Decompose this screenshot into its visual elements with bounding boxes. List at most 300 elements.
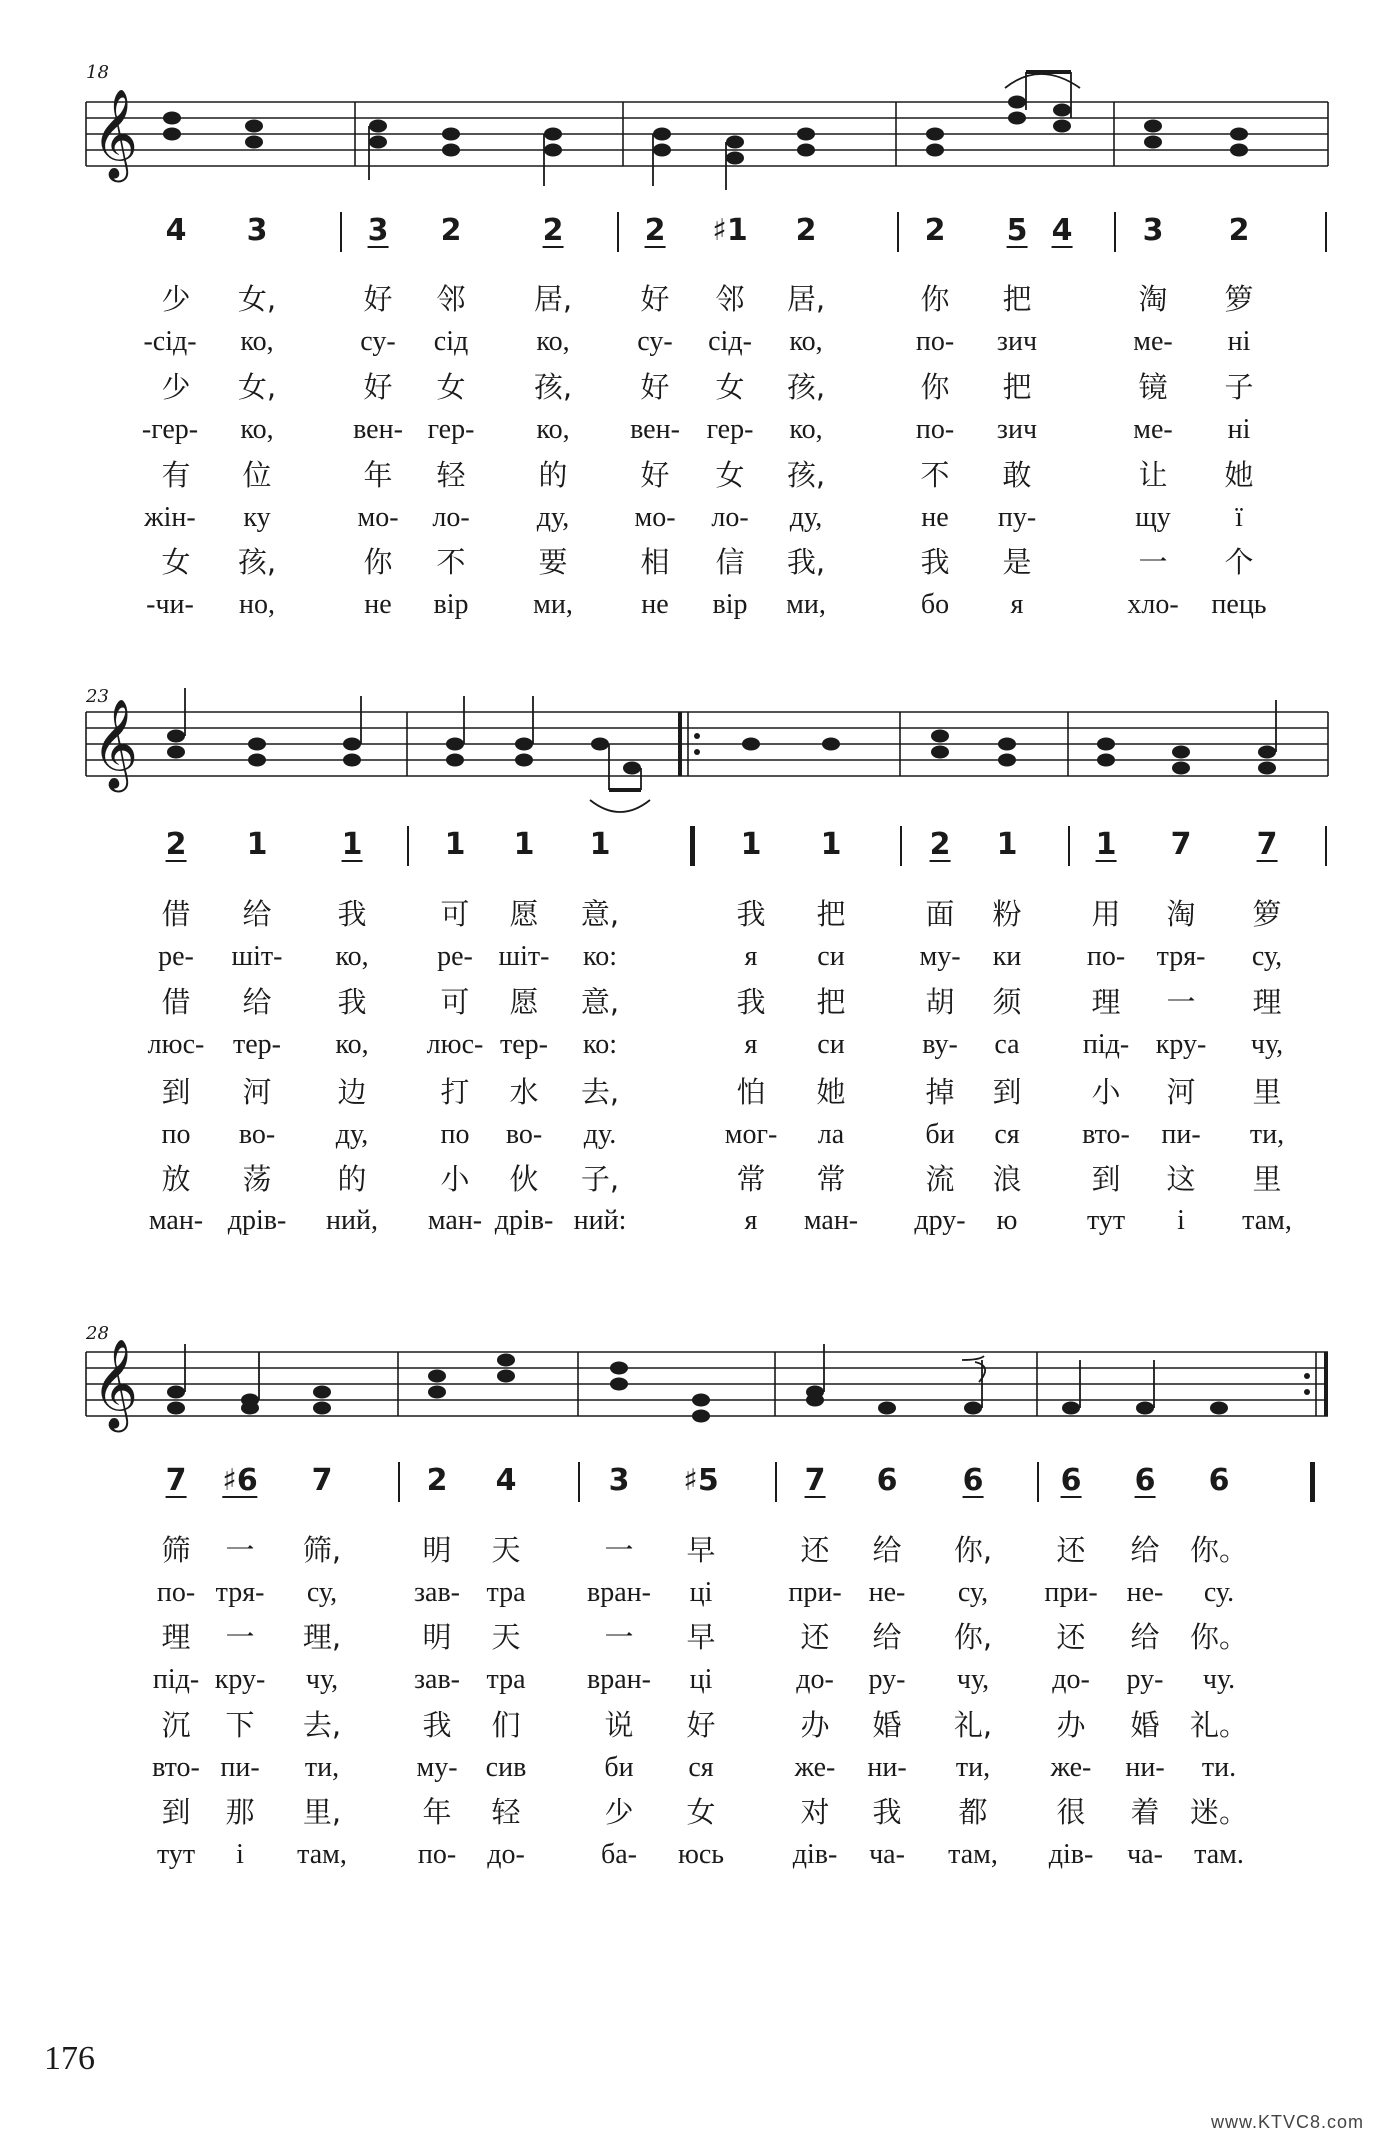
lyric-syllable: 一 <box>604 1533 634 1567</box>
lyric-syllable: 淘 <box>1166 897 1196 931</box>
lyric-syllable: 邻 <box>436 282 466 316</box>
lyric-syllable: 你 <box>920 282 950 316</box>
lyric-syllable: ї <box>1235 502 1243 533</box>
lyric-syllable: 不 <box>920 458 950 492</box>
lyric-syllable: 子 <box>1224 370 1254 404</box>
lyric-syllable: 给 <box>872 1620 902 1654</box>
lyric-syllable: 给 <box>242 985 272 1019</box>
lyric-syllable: 轻 <box>436 458 466 492</box>
lyric-syllable: чу. <box>1202 1664 1236 1695</box>
lyric-syllable: 我 <box>736 985 766 1019</box>
lyric-syllable: ко, <box>240 326 274 357</box>
lyric-syllable: 都 <box>958 1795 988 1829</box>
lyric-syllable: 一 <box>225 1533 255 1567</box>
lyric-syllable: ни- <box>1125 1752 1165 1783</box>
lyric-syllable: 浪 <box>992 1162 1022 1196</box>
lyric-syllable: вто- <box>1082 1119 1130 1150</box>
lyric-syllable: 办 <box>800 1708 830 1742</box>
lyric-syllable: 你, <box>953 1620 993 1654</box>
lyric-syllable: щу <box>1135 502 1171 533</box>
lyric-syllable: би <box>925 1119 955 1150</box>
lyric-syllable: су- <box>637 326 673 357</box>
lyric-syllable: 明 <box>422 1533 452 1567</box>
lyric-syllable: ко, <box>335 941 369 972</box>
lyric-syllable: ре- <box>437 941 473 972</box>
lyric-syllable: 居, <box>533 282 573 316</box>
lyric-syllable: 我, <box>786 545 826 579</box>
jianpu-note: 2 <box>440 213 462 248</box>
lyric-syllable: і <box>236 1839 244 1870</box>
lyric-syllable: пи- <box>1161 1119 1201 1150</box>
lyric-syllable: ку <box>243 502 271 533</box>
jianpu-note: 1 <box>246 827 268 862</box>
lyric-syllable: су, <box>306 1577 338 1608</box>
lyric-syllable: 轻 <box>491 1795 521 1829</box>
lyric-syllable: там, <box>297 1839 347 1870</box>
lyric-line-ua <box>0 1838 1394 1878</box>
lyric-syllable: тер- <box>233 1029 281 1060</box>
lyric-syllable: ман- <box>427 1205 483 1236</box>
jianpu-note: 7 <box>311 1463 333 1498</box>
lyric-syllable: зав- <box>413 1664 461 1695</box>
lyric-syllable: тут <box>156 1839 196 1870</box>
lyric-syllable: ду, <box>789 502 823 533</box>
lyric-syllable: я <box>1010 589 1024 620</box>
lyric-syllable: 你。 <box>1189 1620 1249 1654</box>
lyric-syllable: жін- <box>144 502 196 533</box>
lyric-syllable: 好 <box>640 282 670 316</box>
lyric-syllable: 用 <box>1091 897 1121 931</box>
lyric-syllable: 到 <box>1091 1162 1121 1196</box>
lyric-syllable: ці <box>689 1664 713 1695</box>
jianpu-note: 1 <box>341 827 363 862</box>
lyric-syllable: би <box>604 1752 634 1783</box>
lyric-syllable: зич <box>996 326 1038 357</box>
lyric-syllable: 孩, <box>786 458 826 492</box>
jianpu-note: 5 <box>1006 213 1028 248</box>
jianpu-note: 1 <box>820 827 842 862</box>
lyric-syllable: по <box>161 1119 191 1150</box>
jianpu-note: 2 <box>1228 213 1250 248</box>
lyric-syllable: 的 <box>538 458 568 492</box>
lyric-syllable: до- <box>487 1839 525 1870</box>
lyric-syllable: ду, <box>536 502 570 533</box>
lyric-syllable: дрів- <box>494 1205 554 1236</box>
lyric-syllable: пи- <box>220 1752 260 1783</box>
lyric-syllable: ду, <box>335 1119 369 1150</box>
treble-clef-icon: 𝄞 <box>92 1339 139 1429</box>
lyric-syllable: ні <box>1227 414 1251 445</box>
lyric-syllable: 意, <box>580 897 620 931</box>
lyric-syllable: 意, <box>580 985 620 1019</box>
lyric-syllable: 居, <box>786 282 826 316</box>
lyric-syllable: 子, <box>580 1162 620 1196</box>
lyric-syllable: ло- <box>711 502 749 533</box>
lyric-syllable: 信 <box>715 545 745 579</box>
lyric-syllable: 女 <box>686 1795 716 1829</box>
lyric-syllable: 们 <box>491 1708 521 1742</box>
lyric-syllable: ці <box>689 1577 713 1608</box>
lyric-syllable: 明 <box>422 1620 452 1654</box>
lyric-line-cn <box>0 1533 1394 1573</box>
lyric-syllable: 她 <box>1224 458 1254 492</box>
lyric-syllable: му- <box>416 1752 458 1783</box>
lyric-syllable: су, <box>957 1577 989 1608</box>
lyric-syllable: до- <box>796 1664 834 1695</box>
lyric-syllable: 那 <box>225 1795 255 1829</box>
lyric-syllable: не <box>921 502 949 533</box>
lyric-syllable: 筛, <box>302 1533 342 1567</box>
jianpu-note: ♯5 <box>683 1463 719 1498</box>
lyric-syllable: 孩, <box>533 370 573 404</box>
lyric-syllable: 给 <box>1130 1620 1160 1654</box>
lyric-syllable: 孩, <box>786 370 826 404</box>
jianpu-note: 3 <box>246 213 268 248</box>
lyric-syllable: я <box>744 1029 758 1060</box>
treble-clef-icon: 𝄞 <box>92 699 139 789</box>
lyric-syllable: ву- <box>922 1029 958 1060</box>
lyric-syllable: 还 <box>800 1533 830 1567</box>
lyric-syllable: при- <box>788 1577 842 1608</box>
lyric-syllable: хло- <box>1127 589 1179 620</box>
lyric-syllable: сід <box>433 326 469 357</box>
bar-number: 18 <box>86 62 109 83</box>
lyric-syllable: під- <box>1082 1029 1130 1060</box>
lyric-syllable: 早 <box>686 1620 716 1654</box>
jianpu-note: 1 <box>513 827 535 862</box>
lyric-syllable: 说 <box>604 1708 634 1742</box>
lyric-syllable: ру- <box>1126 1664 1164 1695</box>
lyric-syllable: 粉 <box>992 897 1022 931</box>
lyric-syllable: 里 <box>1252 1162 1282 1196</box>
lyric-syllable: сив <box>485 1752 527 1783</box>
lyric-syllable: 女 <box>161 545 191 579</box>
lyric-syllable: сід- <box>708 326 752 357</box>
lyric-syllable: 把 <box>816 985 846 1019</box>
lyric-line-ua <box>0 1751 1394 1791</box>
lyric-syllable: же- <box>1050 1752 1092 1783</box>
lyric-syllable: 好 <box>363 370 393 404</box>
lyric-syllable: ча- <box>869 1839 905 1870</box>
lyric-syllable: 里, <box>302 1795 342 1829</box>
lyric-syllable: ко, <box>536 326 570 357</box>
lyric-syllable: ман- <box>148 1205 204 1236</box>
lyric-syllable: но, <box>239 589 275 620</box>
lyric-syllable: 对 <box>800 1795 830 1829</box>
lyric-syllable: 把 <box>1002 370 1032 404</box>
lyric-syllable: ко, <box>789 414 823 445</box>
lyric-syllable: 是 <box>1002 545 1032 579</box>
lyric-syllable: вран- <box>587 1577 651 1608</box>
lyric-syllable: си <box>817 941 845 972</box>
lyric-syllable: 邻 <box>715 282 745 316</box>
jianpu-note: 1 <box>589 827 611 862</box>
lyric-syllable: му- <box>919 941 961 972</box>
lyric-syllable: 少 <box>604 1795 634 1829</box>
lyric-syllable: 流 <box>925 1162 955 1196</box>
lyric-syllable: ні <box>1227 326 1251 357</box>
lyric-syllable: тря- <box>1156 941 1206 972</box>
jianpu-note: 2 <box>644 213 666 248</box>
jianpu-barline <box>775 1462 777 1502</box>
lyric-syllable: ло- <box>432 502 470 533</box>
lyric-syllable: ко: <box>583 1029 617 1060</box>
lyric-syllable: при- <box>1044 1577 1098 1608</box>
jianpu-note: 2 <box>426 1463 448 1498</box>
lyric-syllable: ру- <box>868 1664 906 1695</box>
lyric-syllable: 边 <box>337 1075 367 1109</box>
lyric-syllable: 小 <box>1091 1075 1121 1109</box>
lyric-syllable: 可 <box>440 985 470 1019</box>
lyric-syllable: 须 <box>992 985 1022 1019</box>
lyric-syllable: дру- <box>914 1205 966 1236</box>
jianpu-note: 1 <box>444 827 466 862</box>
lyric-syllable: 我 <box>337 897 367 931</box>
lyric-syllable: 婚 <box>872 1708 902 1742</box>
lyric-syllable: по- <box>417 1839 457 1870</box>
lyric-syllable: -сід- <box>143 326 197 357</box>
lyric-syllable: дів- <box>1048 1839 1094 1870</box>
jianpu-note: 2 <box>542 213 564 248</box>
lyric-syllable: 着 <box>1130 1795 1160 1829</box>
jianpu-note: 2 <box>929 827 951 862</box>
lyric-syllable: 面 <box>925 897 955 931</box>
lyric-line-cn <box>0 1795 1394 1835</box>
lyric-syllable: 一 <box>1138 545 1168 579</box>
lyric-syllable: 你 <box>363 545 393 579</box>
lyric-syllable: юсь <box>677 1839 725 1870</box>
lyric-syllable: 水 <box>509 1075 539 1109</box>
lyric-syllable: і <box>1177 1205 1185 1236</box>
lyric-syllable: ся <box>688 1752 714 1783</box>
lyric-syllable: 河 <box>242 1075 272 1109</box>
lyric-syllable: 你, <box>953 1533 993 1567</box>
lyric-syllable: ся <box>994 1119 1020 1150</box>
lyric-syllable: 好 <box>363 282 393 316</box>
jianpu-barline <box>578 1462 580 1502</box>
lyric-syllable: 里 <box>1252 1075 1282 1109</box>
lyric-syllable: 伙 <box>509 1162 539 1196</box>
lyric-syllable: 去, <box>302 1708 342 1742</box>
lyric-syllable: ко, <box>335 1029 369 1060</box>
lyric-syllable: 天 <box>491 1620 521 1654</box>
lyric-syllable: по- <box>1086 941 1126 972</box>
lyric-syllable: не <box>364 589 392 620</box>
lyric-syllable: 我 <box>337 985 367 1019</box>
lyric-syllable: 好 <box>640 370 670 404</box>
lyric-syllable: 我 <box>422 1708 452 1742</box>
lyric-syllable: люс- <box>426 1029 484 1060</box>
lyric-syllable: тра <box>486 1577 526 1608</box>
lyric-syllable: 我 <box>736 897 766 931</box>
jianpu-note: 2 <box>795 213 817 248</box>
jianpu-note: 2 <box>165 827 187 862</box>
lyric-syllable: ний, <box>326 1205 378 1236</box>
lyric-syllable: 个 <box>1224 545 1254 579</box>
lyric-syllable: вто- <box>152 1752 200 1783</box>
lyric-syllable: до- <box>1052 1664 1090 1695</box>
lyric-syllable: не <box>641 589 669 620</box>
jianpu-note: 3 <box>608 1463 630 1498</box>
lyric-syllable: 女 <box>715 370 745 404</box>
lyric-syllable: там, <box>948 1839 998 1870</box>
lyric-syllable: тря- <box>215 1577 265 1608</box>
lyric-syllable: ме- <box>1133 326 1173 357</box>
lyric-syllable: 淘 <box>1138 282 1168 316</box>
lyric-syllable: ми, <box>786 589 826 620</box>
lyric-syllable: шіт- <box>498 941 550 972</box>
jianpu-note: 4 <box>495 1463 517 1498</box>
lyric-syllable: люс- <box>147 1029 205 1060</box>
lyric-syllable: 借 <box>161 985 191 1019</box>
lyric-syllable: 下 <box>225 1708 255 1742</box>
lyric-syllable: 到 <box>161 1075 191 1109</box>
lyric-syllable: 河 <box>1166 1075 1196 1109</box>
lyric-syllable: 还 <box>1056 1533 1086 1567</box>
lyric-syllable: гер- <box>706 414 754 445</box>
lyric-syllable: тра <box>486 1664 526 1695</box>
lyric-syllable: су. <box>1203 1577 1235 1608</box>
lyric-syllable: зич <box>996 414 1038 445</box>
lyric-syllable: 女 <box>436 370 466 404</box>
lyric-syllable: 小 <box>440 1162 470 1196</box>
lyric-syllable: 还 <box>1056 1620 1086 1654</box>
lyric-syllable: там, <box>1242 1205 1292 1236</box>
bar-number: 23 <box>86 686 109 707</box>
jianpu-note: 3 <box>367 213 389 248</box>
lyric-syllable: 我 <box>920 545 950 579</box>
lyric-syllable: тут <box>1086 1205 1126 1236</box>
lyric-syllable: 常 <box>736 1162 766 1196</box>
lyric-syllable: -гер- <box>141 414 199 445</box>
lyric-syllable: гер- <box>427 414 475 445</box>
lyric-syllable: 的 <box>337 1162 367 1196</box>
lyric-syllable: 女 <box>715 458 745 492</box>
lyric-syllable: 去, <box>580 1075 620 1109</box>
jianpu-note: ♯6 <box>222 1463 258 1498</box>
lyric-syllable: ми, <box>533 589 573 620</box>
lyric-syllable: мог- <box>724 1119 778 1150</box>
lyric-syllable: 年 <box>363 458 393 492</box>
lyric-syllable: 镜 <box>1138 370 1168 404</box>
lyric-syllable: 你。 <box>1189 1533 1249 1567</box>
lyric-syllable: 还 <box>800 1620 830 1654</box>
lyric-syllable: ни- <box>867 1752 907 1783</box>
lyric-syllable: ме- <box>1133 414 1173 445</box>
lyric-syllable: ти. <box>1201 1752 1237 1783</box>
jianpu-line-3 <box>0 1462 1394 1512</box>
lyric-syllable: 相 <box>640 545 670 579</box>
treble-clef-icon: 𝄞 <box>92 89 139 179</box>
lyric-syllable: 位 <box>242 458 272 492</box>
lyric-syllable: 打 <box>440 1075 470 1109</box>
jianpu-note: 7 <box>1256 827 1278 862</box>
lyric-syllable: ко: <box>583 941 617 972</box>
lyric-syllable: 筛 <box>161 1533 191 1567</box>
lyric-syllable: 好 <box>686 1708 716 1742</box>
lyric-syllable: 理 <box>1252 985 1282 1019</box>
lyric-syllable: ти, <box>304 1752 340 1783</box>
jianpu-barline <box>1310 1462 1315 1502</box>
lyric-syllable: 箩 <box>1224 282 1254 316</box>
lyric-syllable: я <box>744 1205 758 1236</box>
lyric-line-cn <box>0 1708 1394 1748</box>
page-number: 176 <box>44 2040 95 2077</box>
watermark: www.KTVC8.com <box>1210 2112 1364 2132</box>
lyric-syllable: мо- <box>634 502 676 533</box>
lyric-syllable: я <box>744 941 758 972</box>
lyric-syllable: не- <box>868 1577 906 1608</box>
lyric-syllable: ба- <box>601 1839 637 1870</box>
lyric-syllable: су, <box>1251 941 1283 972</box>
lyric-syllable: 借 <box>161 897 191 931</box>
lyric-syllable: 天 <box>491 1533 521 1567</box>
lyric-syllable: там. <box>1194 1839 1244 1870</box>
lyric-syllable: ки <box>992 941 1022 972</box>
lyric-syllable: ман- <box>803 1205 859 1236</box>
lyric-syllable: 可 <box>440 897 470 931</box>
lyric-syllable: 放 <box>161 1162 191 1196</box>
lyric-syllable: по- <box>156 1577 196 1608</box>
lyric-syllable: 怕 <box>736 1075 766 1109</box>
lyric-syllable: 理, <box>302 1620 342 1654</box>
jianpu-note: 2 <box>924 213 946 248</box>
lyric-syllable: пець <box>1211 589 1267 620</box>
jianpu-note: 7 <box>165 1463 187 1498</box>
lyric-syllable: зав- <box>413 1577 461 1608</box>
lyric-syllable: ча- <box>1127 1839 1163 1870</box>
lyric-syllable: 女, <box>237 282 277 316</box>
lyric-syllable: ре- <box>158 941 194 972</box>
lyric-syllable: 胡 <box>925 985 955 1019</box>
lyric-syllable: 不 <box>436 545 466 579</box>
jianpu-note: 7 <box>1170 827 1192 862</box>
lyric-syllable: пу- <box>997 502 1037 533</box>
lyric-syllable: бо <box>920 589 950 620</box>
lyric-syllable: ти, <box>1249 1119 1285 1150</box>
lyric-syllable: ко, <box>789 326 823 357</box>
lyric-line-ua <box>0 1663 1394 1703</box>
lyric-syllable: 把 <box>1002 282 1032 316</box>
lyric-syllable: 愿 <box>509 985 539 1019</box>
lyric-syllable: 礼。 <box>1189 1708 1249 1742</box>
lyric-syllable: вір <box>712 589 748 620</box>
lyric-syllable: си <box>817 1029 845 1060</box>
jianpu-barline <box>1037 1462 1039 1502</box>
lyric-syllable: дів- <box>792 1839 838 1870</box>
lyric-syllable: ла <box>817 1119 845 1150</box>
jianpu-note: ♯1 <box>712 213 748 248</box>
lyric-syllable: ти, <box>955 1752 991 1783</box>
lyric-syllable: шіт- <box>231 941 283 972</box>
lyric-syllable: мо- <box>357 502 399 533</box>
jianpu-note: 6 <box>1060 1463 1082 1498</box>
jianpu-note: 6 <box>876 1463 898 1498</box>
lyric-syllable: тер- <box>500 1029 548 1060</box>
lyric-syllable: 愿 <box>509 897 539 931</box>
lyric-syllable: дрів- <box>227 1205 287 1236</box>
lyric-syllable: -чи- <box>146 589 194 620</box>
lyric-syllable: 常 <box>816 1162 846 1196</box>
jianpu-note: 7 <box>804 1463 826 1498</box>
lyric-syllable: 礼, <box>953 1708 993 1742</box>
jianpu-note: 1 <box>1095 827 1117 862</box>
lyric-syllable: 给 <box>1130 1533 1160 1567</box>
lyric-syllable: 女, <box>237 370 277 404</box>
lyric-syllable: кру- <box>1155 1029 1207 1060</box>
jianpu-note: 6 <box>1208 1463 1230 1498</box>
lyric-syllable: 一 <box>225 1620 255 1654</box>
